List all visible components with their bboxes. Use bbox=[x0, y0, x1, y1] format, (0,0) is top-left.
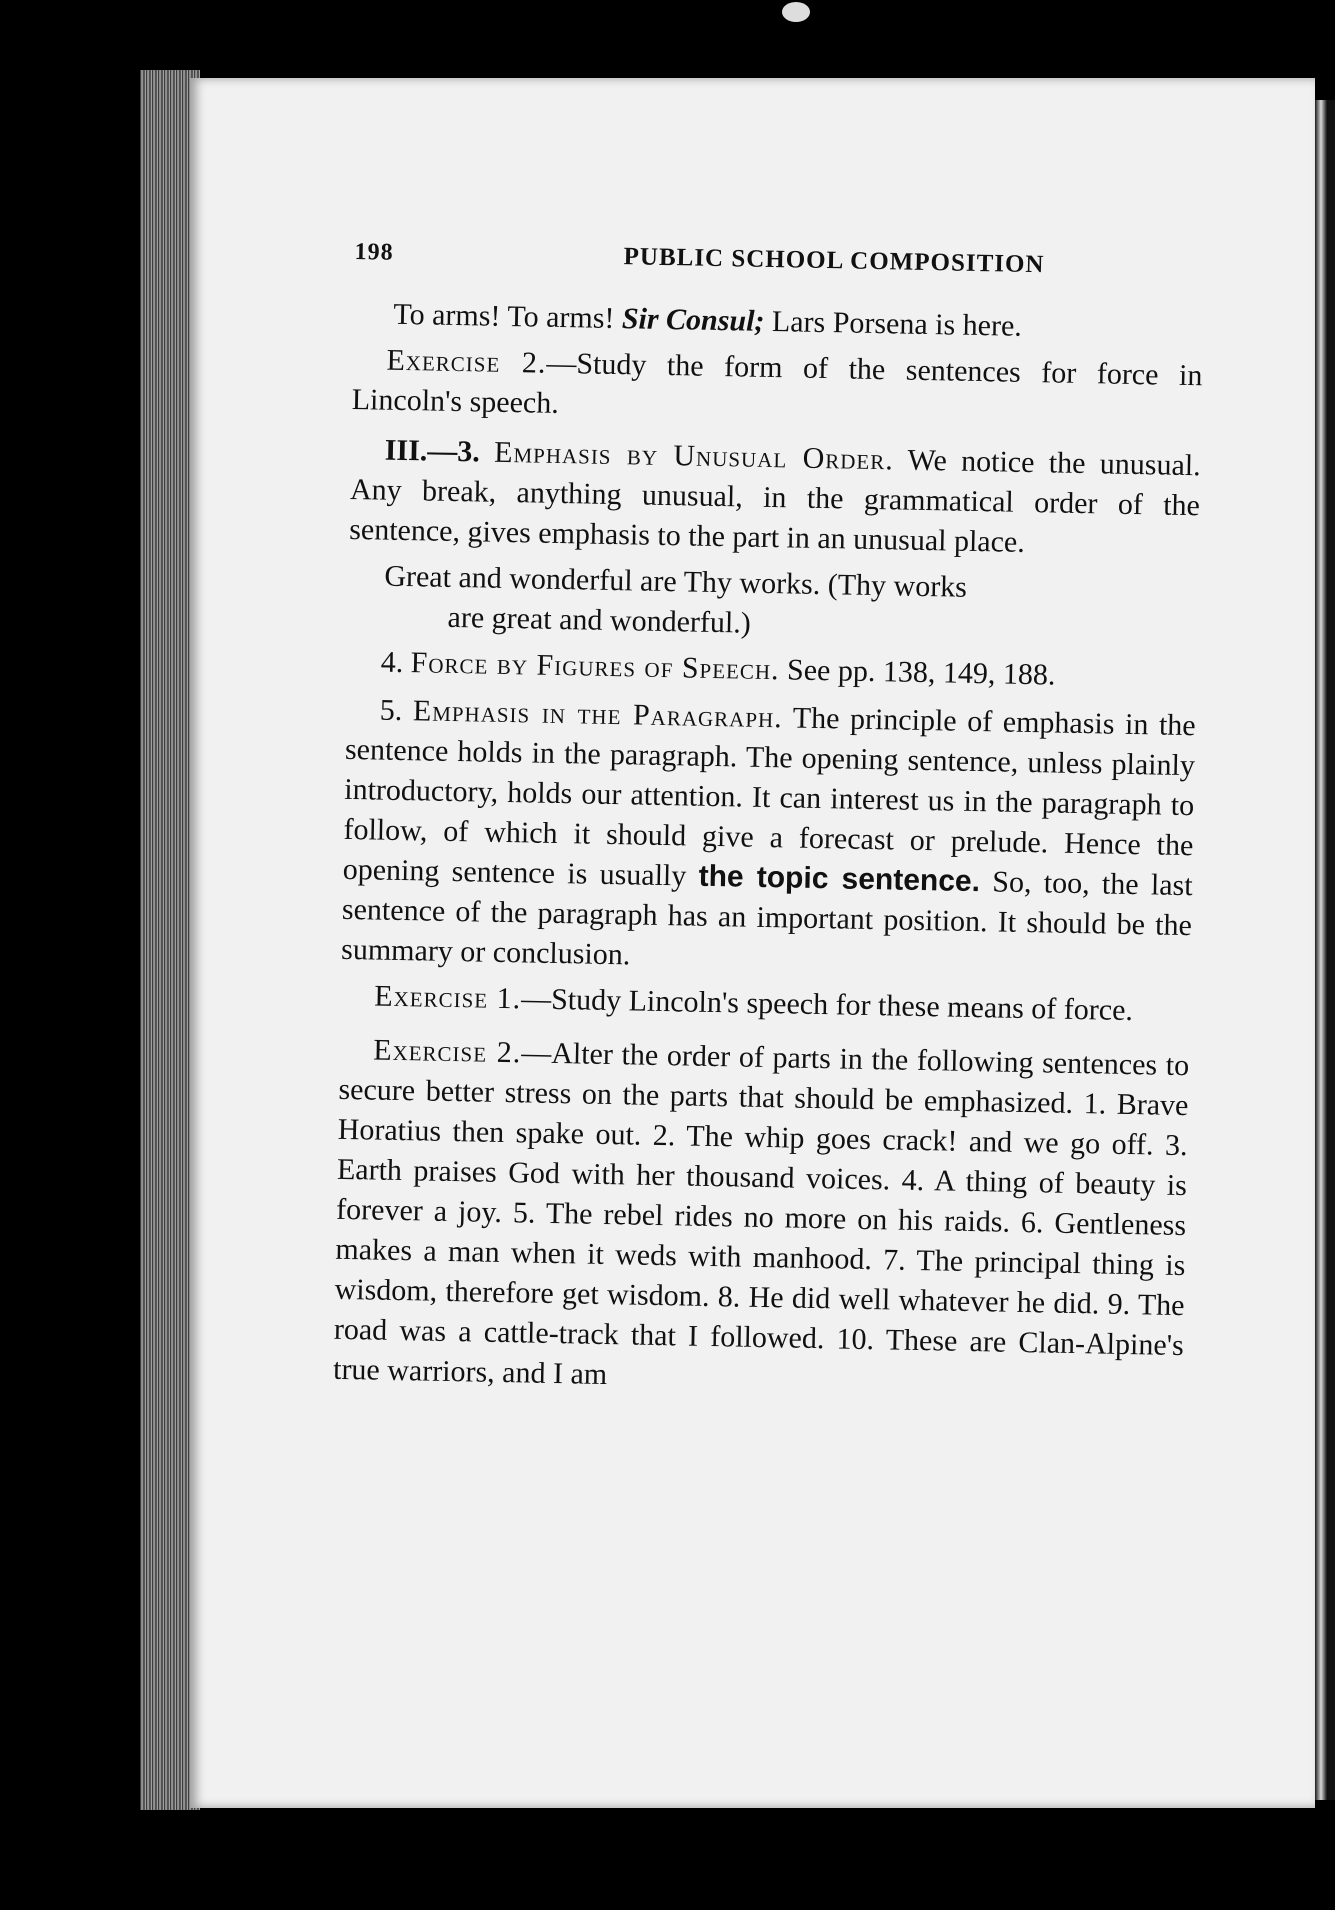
section-text: See pp. 138, 149, 188. bbox=[779, 653, 1056, 692]
exercise-text: —Study the form of the sentences for force in Lincoln's speech. bbox=[351, 346, 1203, 420]
example-quote bbox=[347, 556, 1198, 652]
quote-italic: Sir Consul; bbox=[621, 302, 765, 338]
section-text: The principle of emphasis in the sentence holds in the paragraph. The opening sentence, unless plainly introductory, holds our attention. It can interest us in the paragraph to follow, of which it should give a forecast or prelude. Hence the opening sentence is usually bbox=[342, 701, 1196, 893]
exercise-label: Exercise 1. bbox=[374, 979, 522, 1016]
top-speck bbox=[782, 2, 810, 22]
section-text: We notice the unusual. Any break, anything unusual, in the grammatical order of the sentence, gives emphasis to the part in an unusual place. bbox=[348, 443, 1202, 559]
exercise-label: Exercise 2. bbox=[386, 343, 547, 380]
exercise-text: —Study Lincoln's speech for these means of force. bbox=[520, 982, 1134, 1028]
exercise-2b-paragraph bbox=[333, 1030, 1190, 1406]
topic-sentence-emphasis: the topic sentence. bbox=[698, 859, 981, 899]
section-text-end: So, too, the last sentence of the paragraph has an important position. It should be the summary or conclusion. bbox=[340, 865, 1193, 972]
quote-text-end: Lars Porsena is here. bbox=[764, 304, 1023, 343]
exercise-1-paragraph bbox=[340, 976, 1191, 1032]
section-heading: Emphasis in the Paragraph. bbox=[412, 694, 784, 735]
page-text bbox=[333, 232, 1205, 1412]
section-heading: Emphasis by Unusual Order. bbox=[493, 435, 895, 477]
section-heading: Force by Figures of Speech. bbox=[410, 646, 780, 687]
exercise-label: Exercise 2. bbox=[372, 1033, 522, 1070]
quote-text: To arms! To arms! bbox=[393, 297, 623, 336]
exercise-text: —Alter the order of parts in the following sentences to secure better stress on the parts that should be emphasized. 1. Brave Horatius then spake out. 2. The whip goes crack! and we go off. 3. Earth praises God with her thousand voices. 4. A thing of beauty is forever a joy. 5. The rebel rides no more on his raids. 6. Gentleness makes a man when it weds with manhood. 7. The principal thing is wisdom, therefore get wisdom. 8. He did well whatever he did. 9. The road was a cattle-track that I followed. 10. These are Clan-Alpine's true warriors, and I am bbox=[332, 1036, 1190, 1392]
exercise-2-paragraph bbox=[351, 340, 1202, 436]
page-number: 198 bbox=[354, 238, 394, 266]
section-number: 5. bbox=[379, 693, 414, 728]
facing-page-edge bbox=[1315, 100, 1335, 1800]
example-quote-line1: Great and wonderful are Thy works. (Thy works bbox=[384, 559, 968, 604]
section-number: III.—3. bbox=[384, 433, 495, 469]
section-4-paragraph bbox=[346, 642, 1197, 698]
section-5-paragraph bbox=[341, 690, 1196, 986]
section-3-paragraph bbox=[349, 430, 1201, 566]
example-quote-line2: are great and wonderful.) bbox=[447, 600, 752, 640]
running-title: PUBLIC SCHOOL COMPOSITION bbox=[623, 243, 1045, 279]
section-number: 4. bbox=[380, 645, 412, 680]
